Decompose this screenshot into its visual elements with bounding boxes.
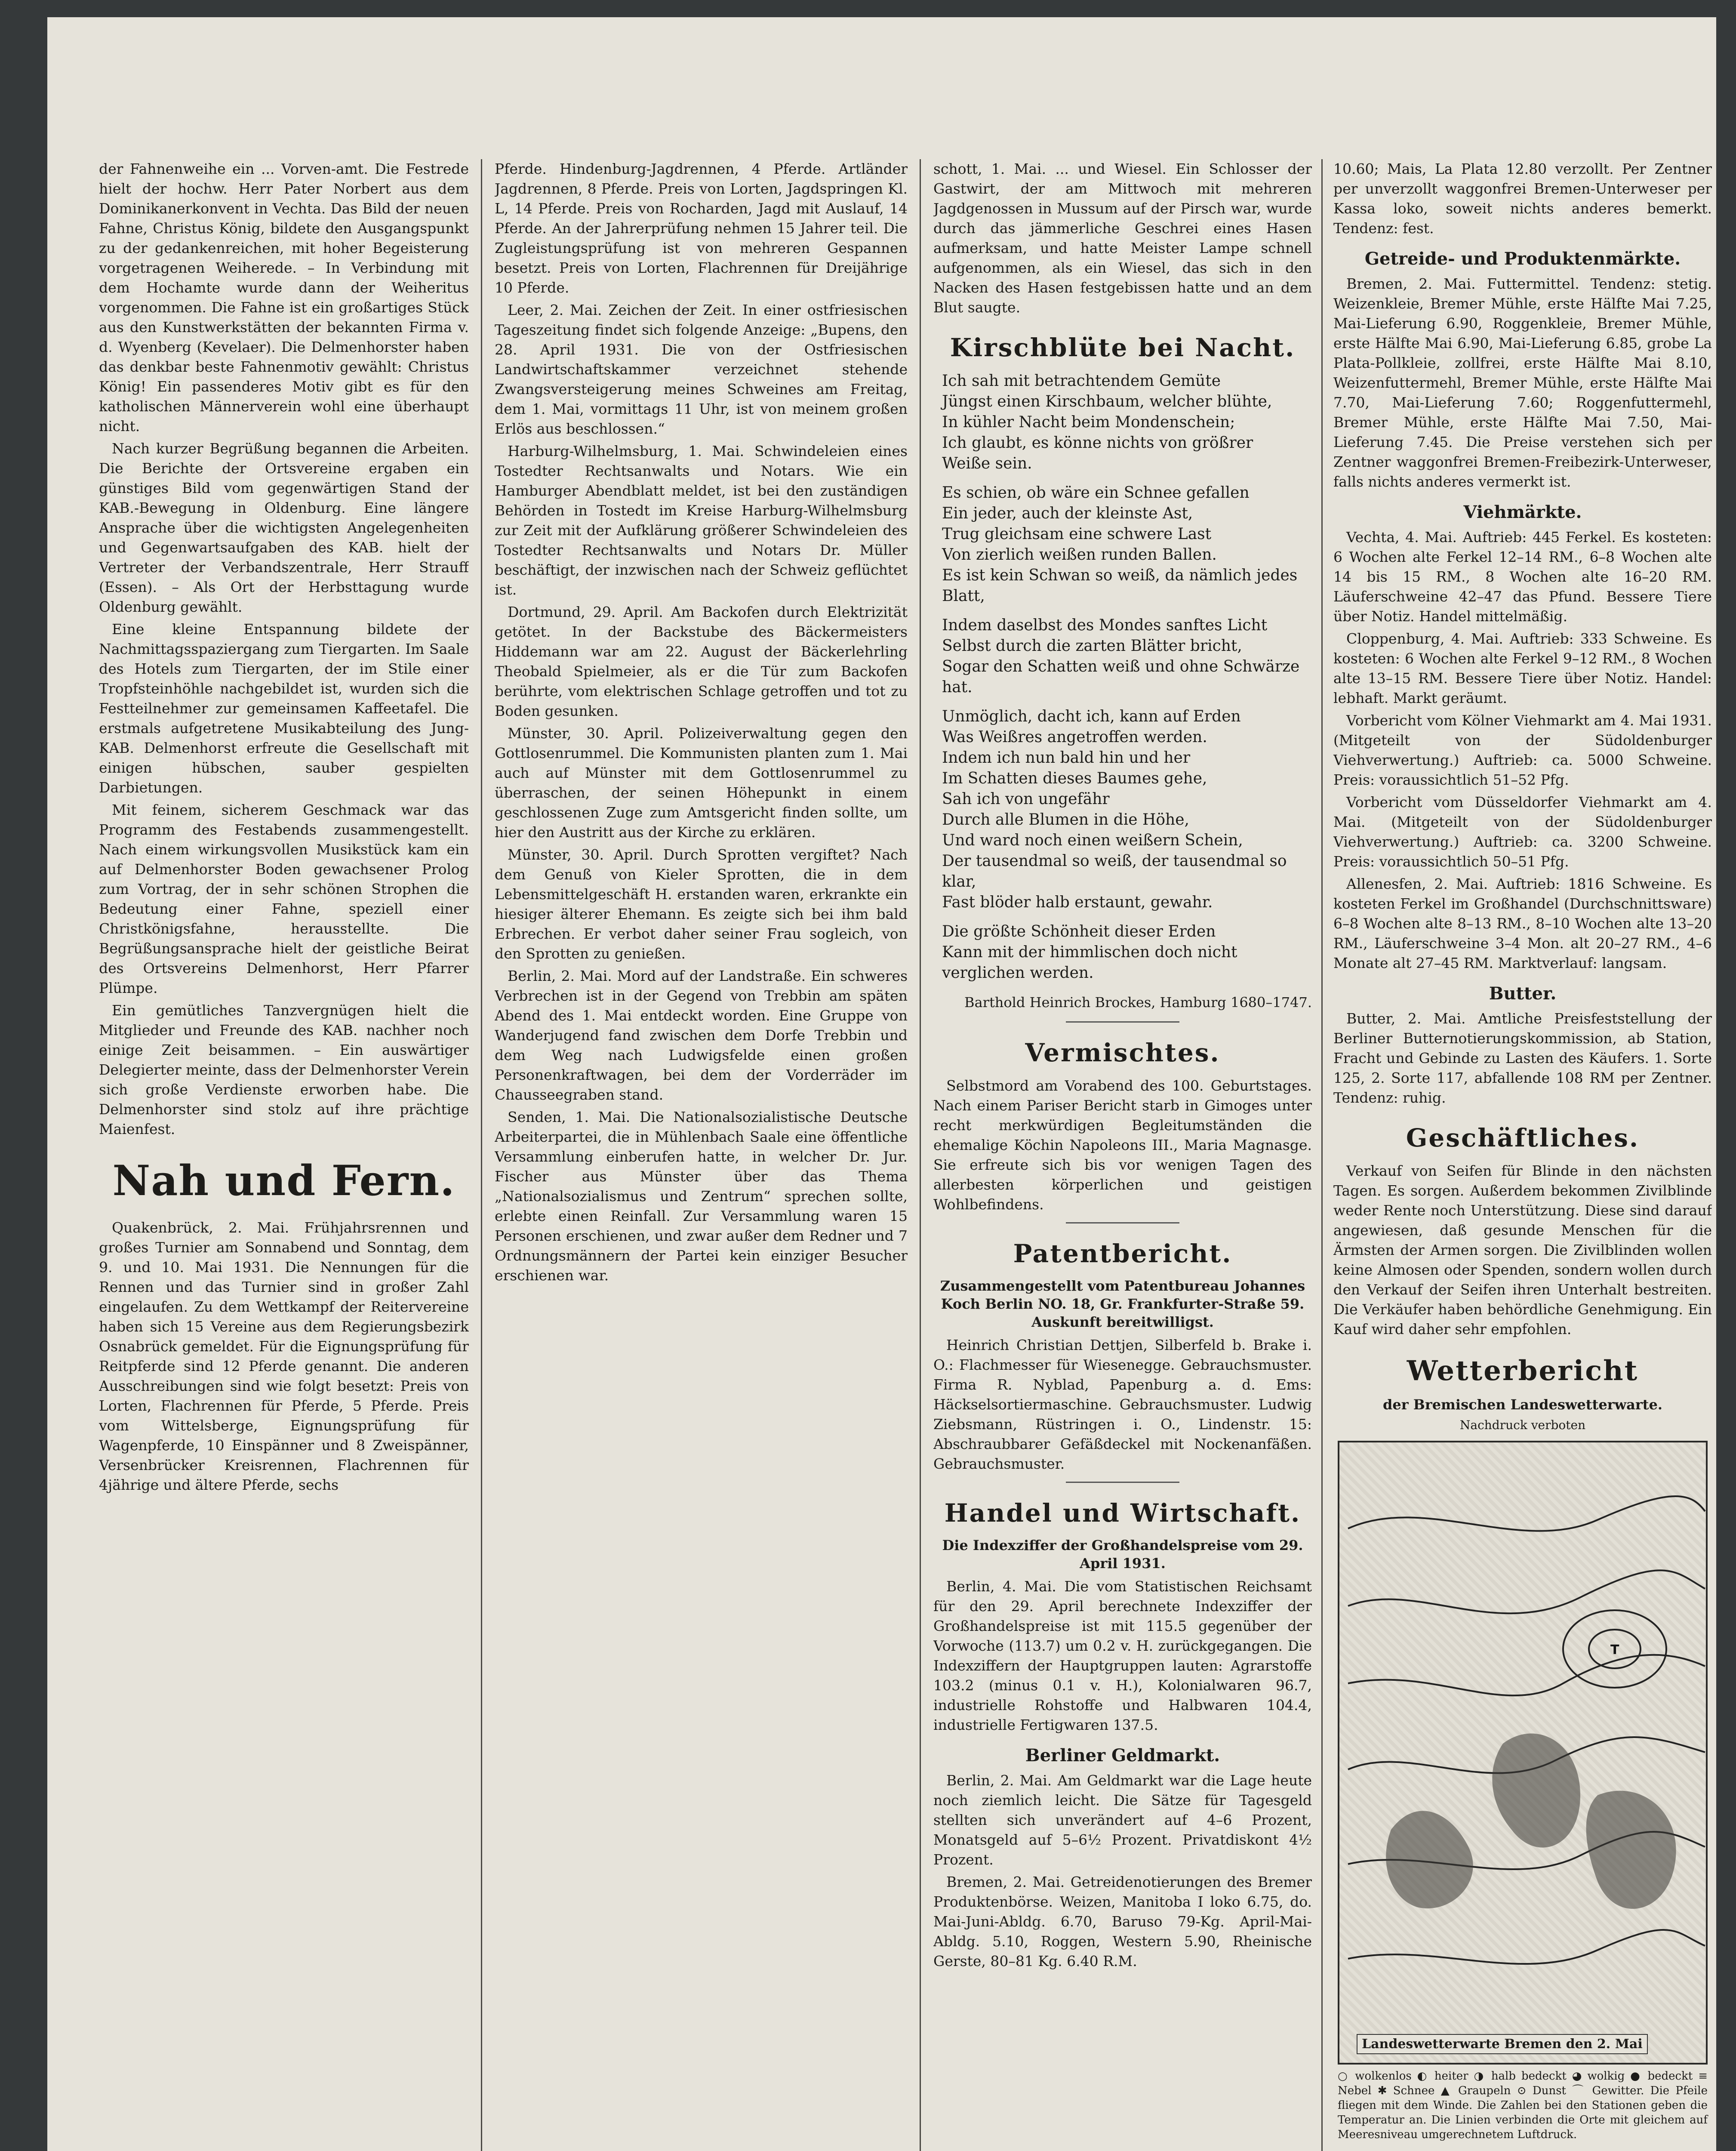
article-paragraph: Münster, 30. April. Durch Sprotten vergiftet? Nach dem Genuß von Kieler Sprotten, die in dem Lebensmittelgeschäft H. erstanden waren, erkrankte ein hiesiger älterer Ehemann. Es zeigte sich bei ihm bald Erbrechen. Er verbot daher seiner Frau sogleich, von den Sprotten zu genießen. bbox=[495, 846, 908, 962]
column-1 bbox=[99, 159, 469, 2151]
article-paragraph: der Fahnenweihe ein ... Vorven-amt. Die Festrede hielt der hochw. Herr Pater Norbert aus dem Dominikanerkonvent in Vechta. Das Bild der neuen Fahne, Christus König, bildete den Ausgangspunkt zu der gedankenreichen, mit hoher Begeisterung vorgetragenen Weiherede. – In Verbindung mit dem Hochamte wurde dann der Weiheritus vorgenommen. Die Fahne ist ein großartiges Stück aus den Kunstwerkstätten der bekannten Firma v. d. Wyenberg (Kevelaer). Die Delmenhorster haben das denkbar beste Fahnenmotiv gewählt: Christus König! Ein passenderes Motiv gibt es für den katholischen Männerverein wohl eine überhaupt nicht. bbox=[99, 160, 469, 435]
map-caption: Landeswetterwarte Bremen den 2. Mai bbox=[1357, 2034, 1648, 2054]
column-rule bbox=[481, 159, 482, 2151]
poem-title: Kirschblüte bei Nacht. bbox=[950, 333, 1296, 362]
article-paragraph: Allenesfen, 2. Mai. Auftrieb: 1816 Schweine. Es kosteten Ferkel im Großhandel (Durchschnittsware) 6–8 Wochen alte 8–13 RM., 8–10 Wochen alte 13–20 RM., Läuferschweine 3–4 Mon. alt 20–27 RM., 4–6 Monate alt 27–45 RM. Marktverlauf: langsam. bbox=[1333, 875, 1712, 971]
article-paragraph: Cloppenburg, 4. Mai. Auftrieb: 333 Schweine. Es kosteten: 6 Wochen alte Ferkel 9–12 RM., 8 Wochen alte 13–15 RM. Bessere Tiere über Notiz. Handel: lebhaft. Markt geräumt. bbox=[1333, 630, 1712, 706]
poem-stanza: Unmöglich, dacht ich, kann auf Erden Was Weißres angetroffen werden. Indem ich nun bald hin und her Im Schatten dieses Baumes gehe, Sah ich von ungefähr Durch alle Blumen in die Höhe, Und ward noch einen weißern Schein, Der tausendmal so weiß, der tausendmal so klar, Fast blöder halb erstaunt, gewahr. bbox=[942, 708, 1287, 911]
column-rule bbox=[920, 159, 921, 2151]
article-paragraph: Selbstmord am Vorabend des 100. Geburtstages. Nach einem Pariser Bericht starb in Gimoges unter recht merkwürdigen Begleitumständen die ehemalige Köchin Napoleons III., Maria Magnasge. Sie erfreute sich bis vor wenigen Tagen des allerbesten körperlichen und geistigen Wohlbefindens. bbox=[933, 1077, 1312, 1213]
poem-stanza: Die größte Schönheit dieser Erden Kann mit der himmlischen doch nicht verglichen werden. bbox=[942, 923, 1237, 982]
article-paragraph: Berlin, 2. Mai. Am Geldmarkt war die Lage heute noch ziemlich leicht. Die Sätze für Tagesgeld stellten sich unverändert auf 4–6 Prozent, Monatsgeld auf 5–6½ Prozent. Privatdiskont 4½ Prozent. bbox=[933, 1772, 1312, 1868]
section-heading-geschaeftliches: Geschäftliches. bbox=[1406, 1123, 1640, 1153]
column-2 bbox=[495, 159, 908, 2151]
section-heading-vermischtes: Vermischtes. bbox=[1025, 1038, 1220, 1067]
poem-stanza: Ich sah mit betrachtendem Gemüte Jüngst einen Kirschbaum, welcher blühte, In kühler Nacht beim Mondenschein; Ich glaubt, es könne nichts von größrer Weiße sein. bbox=[942, 372, 1272, 472]
article-paragraph: Vechta, 4. Mai. Auftrieb: 445 Ferkel. Es kosteten: 6 Wochen alte Ferkel 12–14 RM., 6–8 Wochen alte 14 bis 15 RM., 8 Wochen alte 16–20 RM. Läuferschweine 42–47 das Pfund. Bessere Tiere über Notiz. Handel mittelmäßig. bbox=[1333, 529, 1712, 625]
article-paragraph: Ein gemütliches Tanzvergnügen hielt die Mitglieder und Freunde des KAB. nachher noch einige Zeit beisammen. – Ein auswärtiger Delegierter meinte, dass der Delmenhorster Verein sich große Verdienste erworben habe. Die Delmenhorster sind stolz auf ihre prächtige Maienfest. bbox=[99, 1002, 469, 1137]
newspaper-page bbox=[47, 17, 1716, 2151]
article-paragraph: Nach kurzer Begrüßung begannen die Arbeiten. Die Berichte der Ortsvereine ergaben ein günstiges Bild vom gegenwärtigen Stand der KAB.-Bewegung in Oldenburg. Eine längere Ansprache über die wichtigsten Angelegenheiten und Gegenwartsaufgaben des KAB. hielt der Vertreter der Verbandszentrale, Herr Strauff (Essen). – Als Ort der Herbsttagung wurde Oldenburg gewählt. bbox=[99, 440, 469, 615]
article-paragraph: Vorbericht vom Düsseldorfer Viehmarkt am 4. Mai. (Mitgeteilt von der Südoldenburger Viehverwertung.) Auftrieb: ca. 3200 Schweine. Preis: voraussichtlich 50–51 Pfg. bbox=[1333, 794, 1712, 870]
divider bbox=[1066, 1021, 1179, 1023]
section-heading-handel: Handel und Wirtschaft. bbox=[944, 1498, 1301, 1528]
article-paragraph: Bremen, 2. Mai. Getreidenotierungen des Bremer Produktenbörse. Weizen, Manitoba I loko 6.75, do. Mai-Juni-Abldg. 6.70, Baruso 79-Kg. April-Mai-Abldg. 5.10, Roggen, Western 5.90, Rheinische Gerste, 80–81 Kg. 6.40 R.M. bbox=[933, 1874, 1312, 1969]
poem-stanza: Indem daselbst des Mondes sanftes Licht Selbst durch die zarten Blätter bricht, Sogar den Schatten weiß und ohne Schwärze hat. bbox=[942, 616, 1300, 696]
section-heading-viehmaerkte: Viehmärkte. bbox=[1463, 502, 1582, 522]
section-heading-getreide: Getreide- und Produktenmärkte. bbox=[1364, 249, 1681, 269]
section-heading-nah-und-fern: Nah und Fern. bbox=[112, 1156, 456, 1205]
article-paragraph: Münster, 30. April. Polizeiverwaltung gegen den Gottlosenrummel. Die Kommunisten planten zum 1. Mai auch auf Münster mit dem Gottlosenrummel zu überraschen, der seinen Höhepunkt in einem geschlossenen Zuge zum Amtsgericht finden sollte, um hier den Austritt aus der Kirche zu erklären. bbox=[495, 725, 908, 841]
poem bbox=[942, 371, 1312, 1013]
poem-stanza: Es schien, ob wäre ein Schnee gefallen Ein jeder, auch der kleinste Ast, Trug gleichsam eine schwere Last Von zierlich weißen runden Ballen. Es ist kein Schwan so weiß, da nämlich jedes Blatt, bbox=[942, 484, 1298, 605]
column-3 bbox=[933, 159, 1312, 2151]
article-paragraph: Bremen, 2. Mai. Futtermittel. Tendenz: stetig. Weizenkleie, Bremer Mühle, erste Hälfte Mai 7.25, Mai-Lieferung 6.90, Roggenkleie, Bremer Mühle, erste Hälfte Mai 6.90, Mai-Lieferung 6.85, grobe La Plata-Pollkleie, zollfrei, erste Hälfte Mai 8.10, Weizenfuttermehl, Bremer Mühle, erste Hälfte Mai 7.70, Mai-Lieferung 7.60; Roggenfuttermehl, Bremer Mühle, erste Hälfte Mai 7.50, Mai-Lieferung 7.45. Die Preise verstehen sich per Zentner waggonfrei Bremen-Freibezirk-Unterweser, falls nichts anderes vermerkt ist. bbox=[1333, 275, 1712, 490]
article-paragraph: Quakenbrück, 2. Mai. Frühjahrsrennen und großes Turnier am Sonnabend und Sonntag, dem 9. und 10. Mai 1931. Die Nennungen für die Rennen und das Turnier sind in großer Zahl eingelaufen. Zu dem Wettkampf der Reitervereine haben sich 15 Vereine aus dem Regierungsbezirk Osnabrück gemeldet. Für die Eignungsprüfung für Reitpferde sind 12 Pferde genannt. Die anderen Ausschreibungen sind wie folgt besetzt: Preis von Lorten, Flachrennen für Pferde, 5 Pferde. Preis vom Wittelsberge, Eignungsprüfung für Wagenpferde, 10 Einspänner und 8 Zweispänner, Versenbrücker Kreisrennen, Flachrennen für 4jährige und ältere Pferde, sechs bbox=[99, 1219, 469, 1493]
map-legend: ○ wolkenlos ◐ heiter ◑ halb bedeckt ◕ wolkig ● bedeckt ≡ Nebel ✱ Schnee ▲ Graupeln ⊙ Dunst ⌒ Gewitter. Die Pfeile fliegen mit dem Winde. Die Zahlen bei den Stationen geben die Temperatur an. Die Linien verbinden die Orte mit gleichem auf Meeresniveau umgerechnetem Luftdruck. bbox=[1338, 2070, 1708, 2141]
column-4 bbox=[1333, 159, 1712, 2151]
divider bbox=[1066, 1482, 1179, 1483]
map-label-low: T bbox=[1610, 1643, 1619, 1658]
divider bbox=[1066, 1222, 1179, 1223]
article-paragraph: Heinrich Christian Dettjen, Silberfeld b. Brake i. O.: Flachmesser für Wiesenegge. Gebrauchsmuster. Firma R. Nyblad, Papenburg a. d. Ems: Häckselsortiermaschine. Gebrauchsmuster. Ludwig Ziebsmann, Rüstringen i. O., Lindenstr. 15: Abschraubbarer Gefäßdeckel mit Nockenanfäßen. Gebrauchsmuster. bbox=[933, 1337, 1312, 1472]
article-paragraph: 10.60; Mais, La Plata 12.80 verzollt. Per Zentner per unverzollt waggonfrei Bremen-Unterweser per Kassa loko, soweit nichts anderes bemerkt. Tendenz: fest. bbox=[1333, 160, 1712, 237]
section-heading-wetterbericht: Wetterbericht bbox=[1407, 1355, 1639, 1387]
article-paragraph: Berlin, 4. Mai. Die vom Statistischen Reichsamt für den 29. April berechnete Indexziffer der Großhandelspreise ist mit 115.5 gegenüber der Vorwoche (113.7) um 0.2 v. H. zurückgegangen. Die Indexziffern der Hauptgruppen lauten: Agrarstoffe 103.2 (minus 0.1 v. H.), Kolonialwaren 96.7, industrielle Rohstoffe und Halbwaren 104.4, industrielle Fertigwaren 137.5. bbox=[933, 1578, 1312, 1733]
isobar-lines bbox=[1339, 1442, 1706, 2063]
section-heading-geldmarkt: Berliner Geldmarkt. bbox=[1025, 1745, 1220, 1766]
weather-map bbox=[1338, 1441, 1708, 2065]
reprint-note: Nachdruck verboten bbox=[1459, 1418, 1586, 1432]
column-rule bbox=[1321, 159, 1323, 2151]
article-paragraph: Vorbericht vom Kölner Viehmarkt am 4. Mai 1931. (Mitgeteilt von der Südoldenburger Viehverwertung.) Auftrieb: ca. 5000 Schweine. Preis: voraussichtlich 51–52 Pfg. bbox=[1333, 712, 1712, 788]
poem-author: Barthold Heinrich Brockes, Hamburg 1680–1747. bbox=[964, 994, 1312, 1011]
patent-subtitle: Zusammengestellt vom Patentbureau Johannes Koch Berlin NO. 18, Gr. Frankfurter-Straße 59. Auskunft bereitwilligst. bbox=[940, 1278, 1305, 1330]
article-paragraph: Leer, 2. Mai. Zeichen der Zeit. In einer ostfriesischen Tageszeitung findet sich folgende Anzeige: „Bupens, den 28. April 1931. Die von der Ostfriesischen Landwirtschaftskammer verzeichnet stehende Zwangsversteigerung meines Schweines am Freitag, dem 1. Mai, vormittags 11 Uhr, ist von meinem großen Erlös aus beschlossen.“ bbox=[495, 302, 908, 437]
weather-subtitle: der Bremischen Landeswetterwarte. bbox=[1383, 1396, 1662, 1413]
index-subtitle: Die Indexziffer der Großhandelspreise vom 29. April 1931. bbox=[942, 1537, 1303, 1572]
article-paragraph: Mit feinem, sicherem Geschmack war das Programm des Festabends zusammengestellt. Nach einem wirkungsvollen Musikstück kam ein auf Delmenhorster Boden gewachsener Prolog zum Vortrag, der in sehr schönen Strophen die Bedeutung einer Fahne, speziell einer Christkönigsfahne, herausstellte. Die Begrüßungsansprache hielt der geistliche Beirat des Ortsvereins Delmenhorst, Herr Pfarrer Plümpe. bbox=[99, 801, 469, 996]
article-paragraph: schott, 1. Mai. ... und Wiesel. Ein Schlosser der Gastwirt, der am Mittwoch mit mehreren Jagdgenossen in Mussum auf der Pirsch war, wurde durch das jämmerliche Geschrei eines Hasen aufmerksam, und hatte Meister Lampe schnell aufgenommen, als ein Wiesel, das sich in den Nacken des Hasen festgebissen hatte und an dem Blut saugte. bbox=[933, 160, 1312, 316]
article-paragraph: Butter, 2. Mai. Amtliche Preisfeststellung der Berliner Butternotierungskommission, ab Station, Fracht und Gebinde zu Lasten des Käufers. 1. Sorte 125, 2. Sorte 117, abfallende 108 RM per Zentner. Tendenz: ruhig. bbox=[1333, 1010, 1712, 1106]
section-heading-patentbericht: Patentbericht. bbox=[1013, 1239, 1232, 1268]
article-paragraph: Dortmund, 29. April. Am Backofen durch Elektrizität getötet. In der Backstube des Bäckermeisters Hiddemann war am 22. August der Bäckerlehrling Theobald Spielmeier, als er die Tür zum Backofen berührte, vom elektrischen Schlage getroffen und tot zu Boden gesunken. bbox=[495, 604, 908, 719]
article-paragraph: Berlin, 2. Mai. Mord auf der Landstraße. Ein schweres Verbrechen ist in der Gegend von Trebbin am späten Abend des 1. Mai entdeckt worden. Eine Gruppe von Wanderjugend fand zwischen dem Dorfe Trebbin und dem Weg nach Ludwigsfelde einen großen Personenkraftwagen, bei dem der Vorderräder im Chausseegraben stand. bbox=[495, 968, 908, 1103]
section-heading-butter: Butter. bbox=[1489, 983, 1557, 1004]
article-paragraph: Harburg-Wilhelmsburg, 1. Mai. Schwindeleien eines Tostedter Rechtsanwalts und Notars. Wie ein Hamburger Abendblatt meldet, ist bei den zuständigen Behörden in Tostedt im Kreise Harburg-Wilhelmsburg zur Zeit mit der Aufklärung größerer Schwindeleien des Tostedter Rechtsanwalts und Notars Dr. Müller beschäftigt, der inzwischen nach der Schweiz geflüchtet ist. bbox=[495, 443, 908, 598]
article-paragraph: Verkauf von Seifen für Blinde in den nächsten Tagen. Es sorgen. Außerdem bekommen Zivilblinde weder Rente noch Unterstützung. Diese sind darauf angewiesen, daß gesunde Menschen für die Ärmsten der Armen sorgen. Die Zivilblinden wollen keine Almosen oder Spenden, sondern wollen durch den Verkauf der Seifen ihren Unterhalt bestreiten. Die Verkäufer haben behördliche Genehmigung. Ein Kauf wird daher sehr empfohlen. bbox=[1333, 1162, 1712, 1337]
article-paragraph: Pferde. Hindenburg-Jagdrennen, 4 Pferde. Artländer Jagdrennen, 8 Pferde. Preis von Lorten, Jagdspringen Kl. L, 14 Pferde. Preis von Rocharden, Jagd mit Auslauf, 14 Pferde. An der Jahrerprüfung nehmen 15 Jahrer teil. Die Zugleistungsprüfung ist von mehreren Gespannen besetzt. Preis von Lorten, Flachrennen für Dreijährige 10 Pferde. bbox=[495, 160, 908, 296]
article-paragraph: Senden, 1. Mai. Die Nationalsozialistische Deutsche Arbeiterpartei, die in Mühlenbach Saale eine öffentliche Versammlung einberufen hatte, in welcher Dr. Jur. Fischer aus Münster über das Thema „Nationalsozialismus und Zentrum“ sprechen sollte, erlebte einen Reinfall. Zur Versammlung waren 15 Personen erschienen, und zwar außer dem Redner und 7 Ordnungsmännern der Partei kein einziger Besucher erschienen war. bbox=[495, 1109, 908, 1284]
article-paragraph: Eine kleine Entspannung bildete der Nachmittagsspaziergang zum Tiergarten. Im Saale des Hotels zum Tiergarten, der im Stile einer Tropfsteinhöhle nachgebildet ist, wurden sich die Festteilnehmer zur gemeinsamen Kaffeetafel. Die erstmals aufgetretene Musikabteilung des Jung-KAB. Delmenhorst erfreute die Gesellschaft mit einigen hübschen, sauber gespielten Darbietungen. bbox=[99, 621, 469, 796]
